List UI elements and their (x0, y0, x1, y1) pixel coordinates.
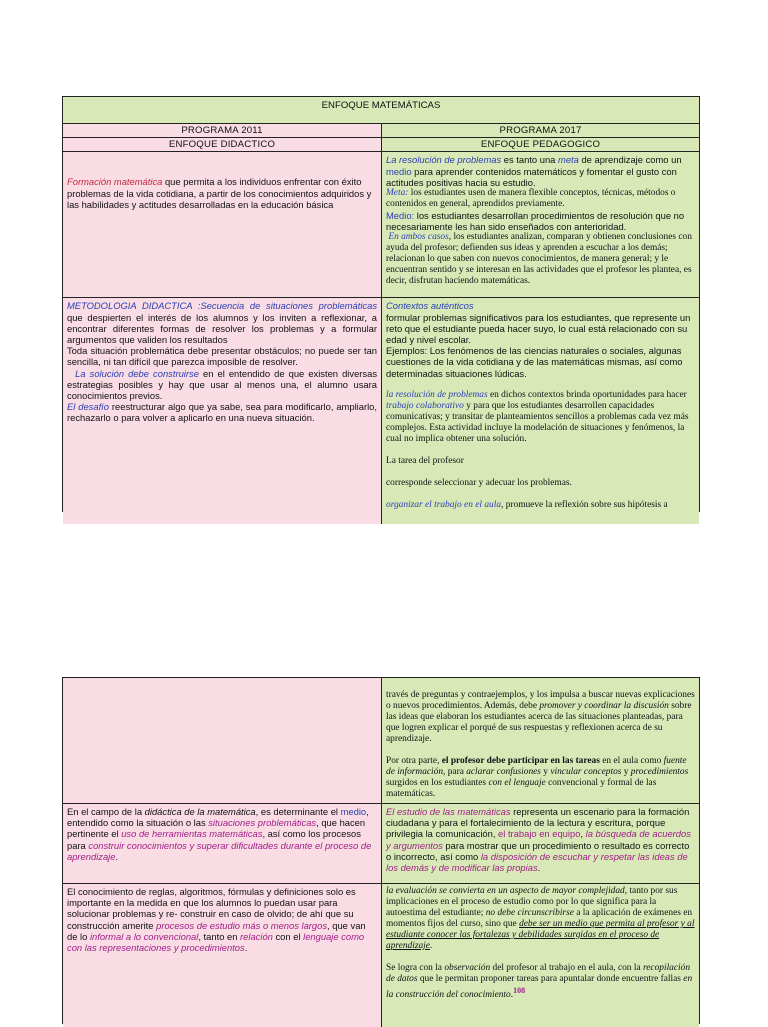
medio-label: Medio: (386, 210, 415, 222)
text: en dichos contextos brinda oportunidades para hacer (487, 389, 687, 400)
text: , así como los procesos para (67, 828, 361, 851)
text: recopilación de datos (386, 963, 691, 984)
text: Se logra con la (386, 963, 445, 973)
table-row (63, 151, 699, 297)
text: que despierten el interés de los alumnos y los inviten a reflexionar, a encontrar diferentes formas de resolver los problemas y a formular argumentos que validen los resultados (67, 311, 377, 346)
disposicion-term: la disposición de escuchar y respetar las ideas de los demás y de modificar las propias (386, 850, 688, 874)
text: fuente de información (386, 756, 687, 777)
text: observación (444, 963, 491, 973)
text: . (115, 850, 119, 862)
conocimiento-reglas-cell (63, 884, 382, 1027)
text: convencional y formal de las matemáticas. (386, 778, 657, 799)
text: sobre las ideas que elaboran los estudiantes acerca de las situaciones planteadas, para que logren explicar el porqué de sus respuestas y reflexionen acerca de su aprendizaje. (386, 701, 692, 744)
ambos-casos-text: , los estudiantes analizan, comparan y obtienen conclusiones con ayuda del profesor; defienden sus ideas y aprenden a escuchar a los demás; relacionan lo que saben con nuevos conocimientos, de manera general; y le encuentran sentido y se interesan en las actividades que el profesor les plantea, es decir, disfrutan haciendo matemáticas. (386, 232, 692, 287)
herramientas-term: uso de herramientas matemáticas (121, 828, 263, 840)
text: en la construcción del conocimiento (386, 974, 693, 1001)
page-ref: 108 (513, 986, 526, 995)
text: en el entendido de que existen diversas estrategias posibles y hay que usar al menos una, el alumno usara conocimientos previos. (67, 367, 378, 402)
text: no debe circunscribirse (485, 908, 574, 918)
text: con el lenguaje (488, 778, 546, 788)
table-row (63, 803, 699, 883)
text: través de preguntas y contraejemplos, y los impulsa a buscar nuevas explicaciones o nuevos procedimientos. Además, debe (386, 690, 695, 711)
informal-term: informal a lo convencional (89, 930, 199, 942)
text: . (244, 942, 248, 954)
acuerdos-term: la búsqueda de acuerdos y argumentos (386, 828, 691, 851)
formacion-text: que permita a los individuos enfrentar con éxito problemas de la vida cotidiana, a partir de los conocimientos adquiridos y las habilidades y actitudes desarrolladas en la educación básica (67, 176, 372, 210)
text: para mostrar que un procedimiento o resultado es correcto o incorrecto, así como (386, 839, 690, 862)
construir-term: construir conocimientos y superar dificultades durante el proceso de aprendizaje (67, 839, 372, 862)
text: , tanto en (198, 930, 241, 942)
meta-label: Meta: (386, 188, 409, 199)
ejemplos-text: Ejemplos: Los fenómenos de las ciencias naturales o sociales, algunas cuestiones de la vida cotidiana y de las matemáticas mismas, así como determinadas situaciones lúdicas. (386, 345, 683, 379)
enfoque-row (63, 137, 699, 151)
resolucion-problemas-cell (382, 152, 699, 297)
tarea-profesor-text: La tarea del profesor (386, 455, 464, 466)
lenguaje-term: lenguaje como con las representaciones y procedimientos (67, 930, 365, 954)
text: . (537, 862, 541, 874)
meta-text: los estudiantes usen de manera flexible conceptos, técnicas, métodos o contenidos en general, aprendidos previamente. (386, 188, 676, 210)
text: de aprendizaje como un (578, 154, 682, 166)
text: y para que los estudiantes desarrollen capacidades comunicativas; y transitar de planteamientos sencillos a problemas cada vez más complejos. Esta actividad incluye la modelación de situaciones y fenómenos, la cual no implica obtener una solución. (386, 400, 689, 444)
text: , para (443, 767, 467, 777)
profesor-cell (382, 678, 699, 803)
situaciones-term: situaciones problemáticas (208, 817, 317, 829)
formacion-term: Formación matemática (67, 176, 163, 188)
medio-term: medio (340, 806, 367, 817)
text: que le permitan proponer tareas para apuntalar donde encuentre fallas (417, 974, 684, 984)
text: en el aula como (599, 756, 664, 766)
table-title: ENFOQUE MATEMÁTICAS (63, 97, 699, 123)
program-row (63, 123, 699, 137)
contextos-autenticos-cell (382, 298, 699, 524)
text: debe ser un medio que permita al profesor y al estudiante conocer las fortalezas y debilidades surgidas en el proceso de aprendizaje (386, 919, 695, 951)
text: didáctica de la matemática (144, 806, 256, 817)
table-row (63, 297, 699, 524)
metodologia-cell (63, 298, 382, 524)
text: En el campo de la (67, 806, 145, 817)
table-row (63, 883, 699, 1027)
medio-text: los estudiantes desarrollan procedimientos de resolución que no necesariamente les han sido enseñados con anterioridad. (386, 210, 685, 233)
obstaculos-text: Toda situación problemática debe presentar obstáculos; no puede ser tan sencilla, ni tan difícil que parezca imposible de resolver. (67, 345, 377, 368)
text: formular problemas significativos para los estudiantes, que represente un reto que el estudiante pueda hacer suyo, lo cual está relacionado con su edad y nivel escolar. (386, 311, 691, 346)
organizar-term: organizar el trabajo en el aula (386, 499, 502, 510)
estudio-matematicas-cell (382, 804, 699, 883)
text: es tanto una (501, 154, 559, 166)
text: corresponde seleccionar y adecuar los problemas. (386, 477, 572, 488)
text: la evaluación se convierta en un aspecto de mayor complejidad (386, 886, 625, 896)
text: promover y coordinar la discusión (539, 701, 669, 711)
empty-cell (63, 678, 382, 803)
procesos-term: procesos de estudio más o menos largos (156, 919, 328, 931)
text: , que van de lo (67, 919, 366, 942)
text: del profesor al trabajo en el aula, con la (490, 963, 643, 973)
text: . (429, 941, 433, 951)
text: , es determinante el (255, 806, 341, 817)
text: reestructurar algo que ya sabe, sea para modificarlo, ampliarlo, rechazarlo o para volver a aplicarlo en una nueva situación. (67, 401, 377, 424)
text: , (580, 828, 586, 840)
text: el profesor debe participar en las tareas (441, 756, 600, 766)
program-2011-header: PROGRAMA 2011 (63, 124, 382, 137)
relacion-term: relación (240, 930, 273, 942)
text: , entendido como la situación o las (67, 806, 369, 829)
table-continuation (62, 677, 700, 1024)
text: y (540, 767, 551, 777)
text: . (510, 990, 514, 1001)
text: El conocimiento de reglas, algoritmos, fórmulas y definiciones solo es importante en la medida en que los alumnos lo puedan usar para solucionar problemas y re- construir en caso de olvido; de ahí que su construcción amerite (67, 886, 356, 931)
resolucion-term: La resolución de problemas (386, 154, 502, 166)
solucion-term: La solución debe construirse (75, 367, 199, 379)
formacion-matematica-cell (63, 152, 382, 297)
meta-term: meta (558, 154, 579, 166)
text: a la aplicación de exámenes en momentos fijos del curso, sino que (386, 908, 693, 929)
text: Por otra parte, (386, 756, 442, 766)
didactica-cell (63, 804, 382, 883)
text: vincular conceptos (550, 767, 622, 777)
resolucion-term: la resolución de problemas (386, 389, 488, 400)
contextos-term: Contextos auténticos (386, 300, 474, 312)
text: con el (272, 930, 304, 942)
equipo-term: el trabajo en equipo (498, 828, 581, 840)
desafio-term: El desafío (67, 401, 109, 413)
text: , promueve la reflexión sobre sus hipótesis a (501, 499, 668, 510)
table-enfoque-matematicas (62, 96, 700, 512)
metodologia-term: METODOLOGIA DIDACTICA (67, 300, 193, 312)
enfoque-pedagogico-header: ENFOQUE PEDAGOGICO (382, 138, 699, 151)
text: , tanto por sus implicaciones en el proceso de estudio como por lo que significa para la autoestima del estudiante; (386, 886, 678, 918)
evaluacion-cell (382, 884, 699, 1027)
text: , que hacen pertinente el (67, 817, 366, 840)
table-row (63, 678, 699, 803)
text: procedimientos (630, 767, 689, 777)
program-2017-header: PROGRAMA 2017 (382, 124, 699, 137)
text: para aprender contenidos matemáticos y fomentar el gusto con actitudes positivas hacia su estudio. (386, 165, 677, 188)
medio-term: medio (386, 165, 412, 177)
ambos-casos-label: En ambos casos (388, 232, 449, 243)
title-row (63, 97, 699, 123)
text: aclarar confusiones (466, 767, 541, 777)
colaborativo-term: trabajo colaborativo (386, 400, 464, 411)
enfoque-didactico-header: ENFOQUE DIDACTICO (63, 138, 382, 151)
text: representa un escenario para la formación ciudadana y para el fortalecimiento de la lectura y escritura, porque privilegia la comunicación, (386, 806, 690, 840)
text: surgidos en los estudiantes (386, 778, 489, 788)
secuencia-term: :Secuencia de situaciones problemáticas (192, 300, 378, 312)
estudio-term: El estudio de las matemáticas (386, 806, 511, 817)
text: y (621, 767, 631, 777)
